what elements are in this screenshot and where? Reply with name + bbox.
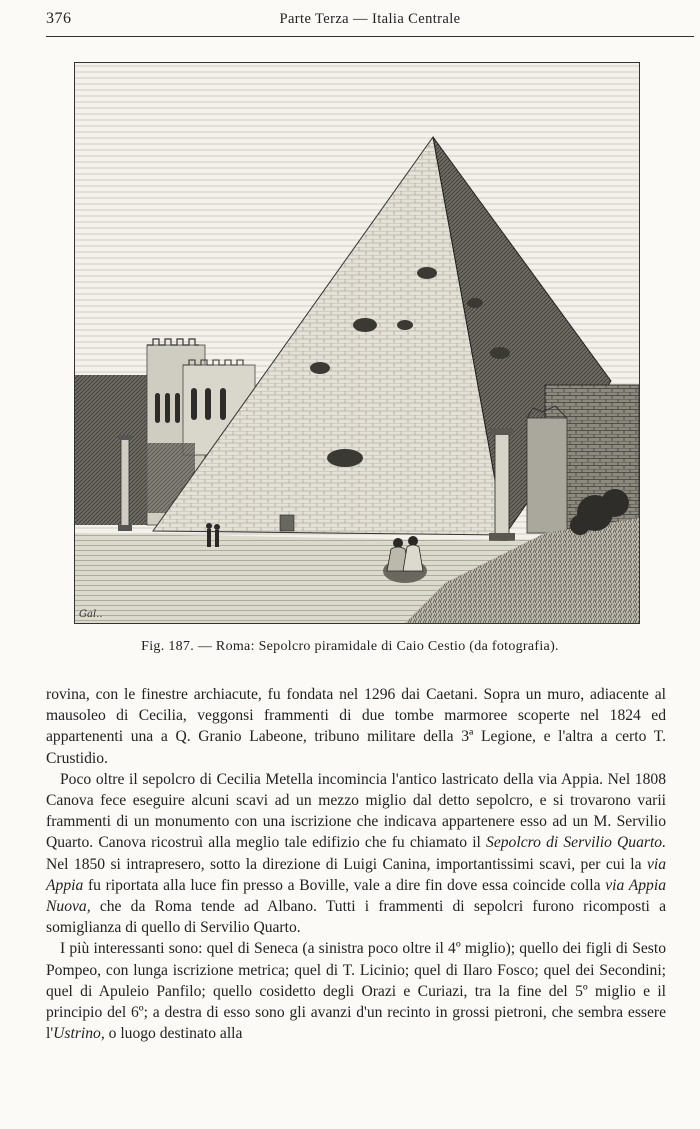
italic-via-appia-nuova: via Appia Nuova, xyxy=(46,876,666,916)
stone-marker xyxy=(280,515,294,531)
italic-ustrino: Ustrino, xyxy=(53,1025,105,1043)
engraver-signature: Gal.. xyxy=(79,609,103,620)
paragraph-2: Poco oltre il sepolcro di Cecilia Metella incomincia l'antico lastricato della via Appia. Nel 1808 Canova fece eseguire alcuni scavi ad un mezzo miglio dal detto sepolcro, e si trovarono varii frammenti di un monumento con una iscrizione che indicava appartenere esso ad un M. Servilio Quarto. Canova ricostruì alla meglio tale edifizio che fu chiamato il Sepolcro di Servilio Quarto. Nel 1850 si intrapresero, sotto la direzione di Luigi Canina, importantissimi scavi, per cui la via Appia fu riportata alla luce fin presso a Boville, vale a dire fin dove essa coincide colla via Appia Nuova, che da Roma tende ad Albano. Tutti i frammenti di sepolcri furono ricomposti a somiglianza di quello di Servilio Quarto. xyxy=(46,770,666,937)
page-number: 376 xyxy=(46,10,72,27)
running-head: Parte Terza — Italia Centrale xyxy=(279,11,461,27)
italic-via-appia: via Appia xyxy=(46,855,666,894)
body-text xyxy=(46,684,666,1044)
page-header xyxy=(46,10,694,37)
paragraph-1: rovina, con le finestre archiacute, fu fondata nel 1296 dai Caetani. Sopra un muro, adiacente al mausoleo di Cecilia, veggonsi frammenti di due tombe marmoree scoperte nel 1824 ed appartenenti una a Q. Granio Labeone, tribuno militare della 3ª Legione, e l'altra a certo T. Crustidio. xyxy=(46,686,666,767)
italic-sepolcro: Sepolcro di Servilio Quarto. xyxy=(486,834,666,852)
pyramid-of-cestius-illustration xyxy=(75,63,639,623)
engraving-figure xyxy=(74,62,640,624)
figure-caption: Fig. 187. — Roma: Sepolcro piramidale di Caio Cestio (da fotografia). xyxy=(141,639,559,654)
paragraph-3: I più interessanti sono: quel di Seneca (a sinistra poco oltre il 4º miglio); quello dei figli di Sesto Pompeo, con lunga iscrizione metrica; quel di T. Licinio; quel di Ilaro Fosco; quel dei Secondini; quel di Apuleio Panfilo; quello cosidetto degli Orazi e Curiazi, tra la fine del 5º miglio e il principio del 6º; a destra di esso sono gli avanzi d'un recinto in grossi pietroni, che sembra essere l'Ustrino, o luogo destinato alla xyxy=(46,940,666,1043)
